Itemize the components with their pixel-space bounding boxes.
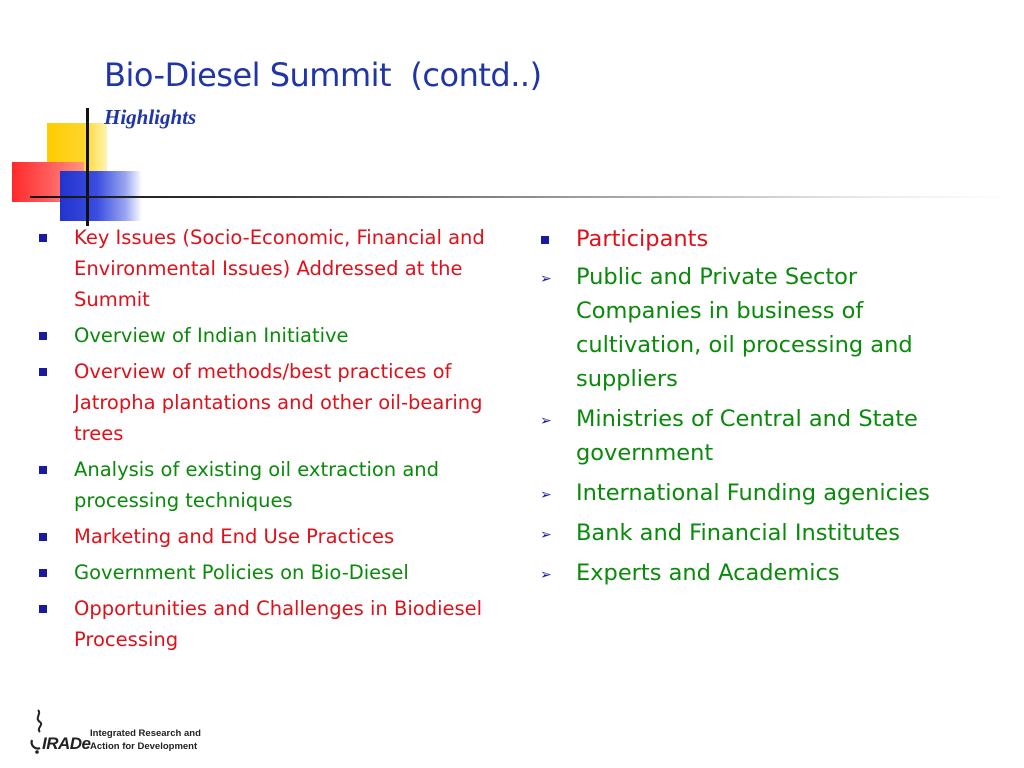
slide-subtitle: Highlights <box>104 105 197 129</box>
list-item-text: International Funding agenicies <box>576 480 930 506</box>
list-item <box>34 593 494 655</box>
list-item <box>34 454 494 516</box>
square-bullet-icon <box>39 332 47 340</box>
list-item-text: Analysis of existing oil extraction and processing techniques <box>74 458 440 512</box>
list-item <box>34 521 494 552</box>
participants-heading <box>536 222 956 256</box>
list-item <box>536 556 956 590</box>
list-item <box>34 320 494 351</box>
list-item-text: Overview of Indian Initiative <box>74 324 349 347</box>
square-bullet-icon <box>39 533 47 541</box>
arrow-bullet-icon: ➢ <box>540 271 552 287</box>
square-bullet-icon <box>39 569 47 577</box>
square-bullet-icon <box>39 605 47 613</box>
list-item-text: Overview of methods/best practices of Jatropha plantations and other oil-bearing trees <box>74 360 483 445</box>
list-item <box>34 557 494 588</box>
list-item-text: Opportunities and Challenges in Biodiesel Processing <box>74 597 483 651</box>
decor-vertical-line <box>86 108 89 226</box>
list-item <box>536 260 956 396</box>
list-item <box>536 476 956 510</box>
arrow-bullet-icon: ➢ <box>540 487 552 503</box>
list-item <box>536 402 956 470</box>
list-item-text: Key Issues (Socio-Economic, Financial and Environmental Issues) Addressed at the Summit <box>74 226 485 311</box>
participants-list <box>536 222 956 596</box>
irade-logo <box>28 708 218 758</box>
logo-wordmark: IRADe <box>42 734 91 753</box>
logo-tagline-line2: Action for Development <box>90 741 198 752</box>
slide-title: Bio-Diesel Summit (contd..) <box>104 56 542 94</box>
list-item-text: Public and Private Sector Companies in business of cultivation, oil processing and suppliers <box>576 264 913 392</box>
arrow-bullet-icon: ➢ <box>540 567 552 583</box>
list-item-text: Ministries of Central and State government <box>576 406 918 466</box>
list-item <box>34 222 494 315</box>
arrow-bullet-icon: ➢ <box>540 413 552 429</box>
list-item-text: Marketing and End Use Practices <box>74 525 395 548</box>
list-item-text: Government Policies on Bio-Diesel <box>74 561 409 584</box>
square-bullet-icon <box>541 236 549 244</box>
list-item <box>536 516 956 550</box>
list-item-text: Bank and Financial Institutes <box>576 520 900 546</box>
square-bullet-icon <box>39 234 47 242</box>
participants-heading-text: Participants <box>576 226 709 252</box>
list-item <box>34 356 494 449</box>
key-issues-list <box>34 222 494 660</box>
title-divider-line <box>30 196 1010 198</box>
arrow-bullet-icon: ➢ <box>540 527 552 543</box>
list-item-text: Experts and Academics <box>576 560 840 586</box>
logo-tagline-line1: Integrated Research and <box>90 728 201 739</box>
square-bullet-icon <box>39 368 47 376</box>
square-bullet-icon <box>39 466 47 474</box>
